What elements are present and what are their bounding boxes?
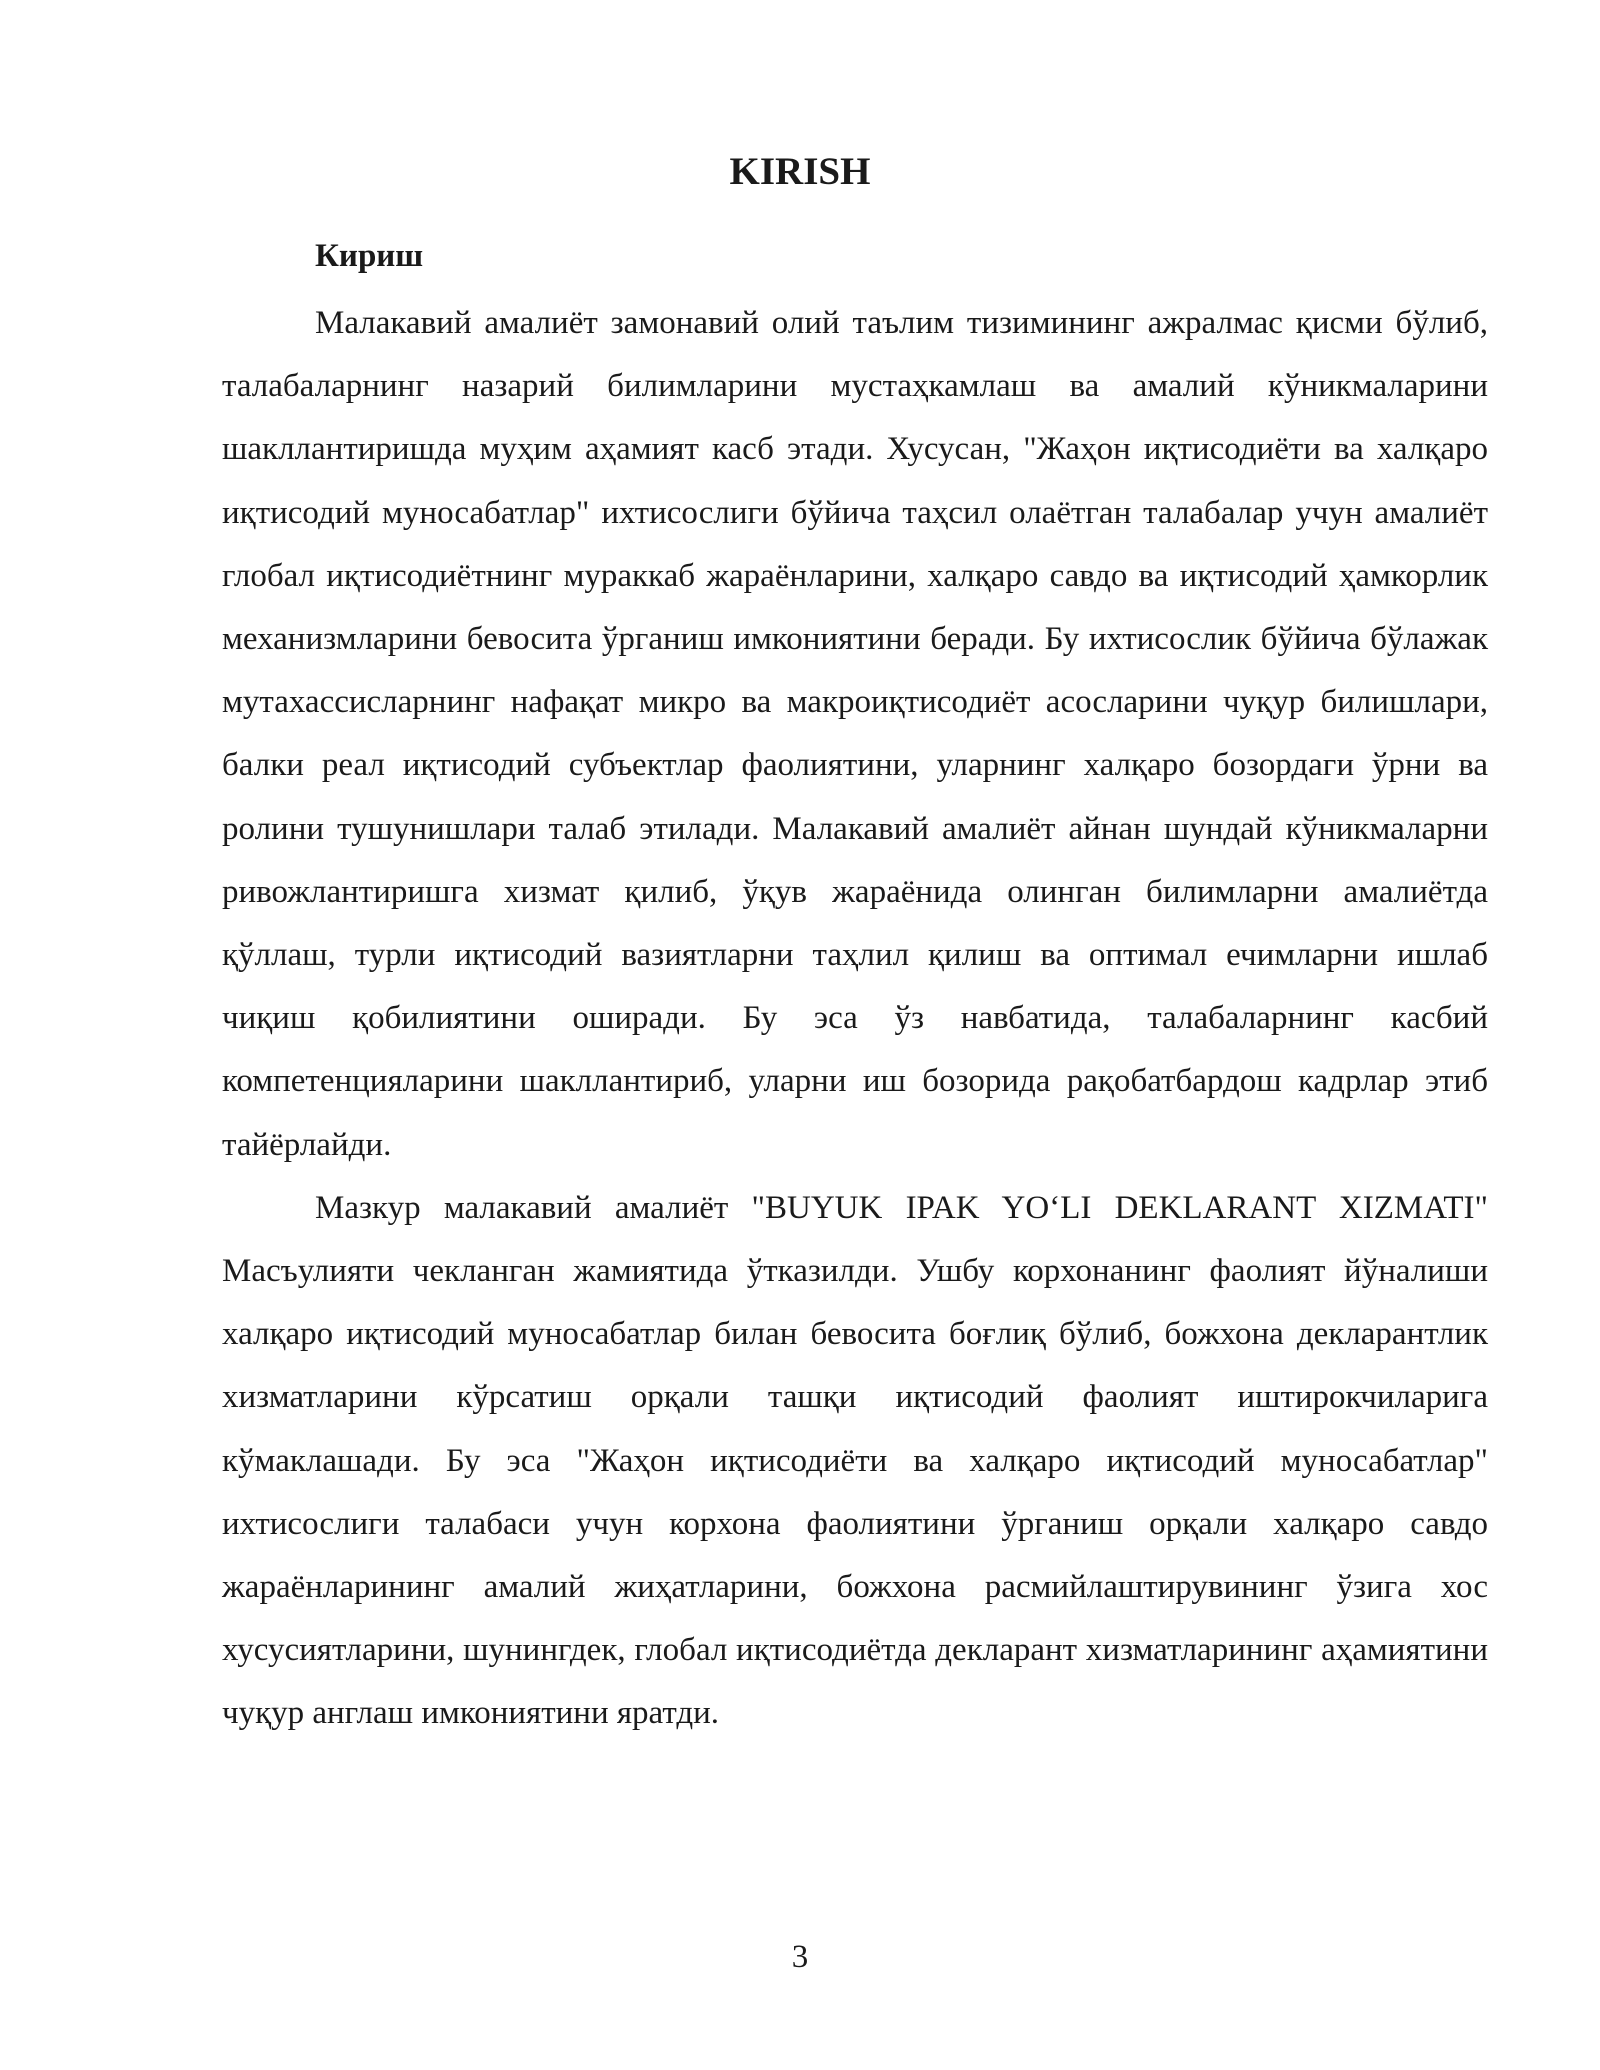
paragraph-1: Малакавий амалиёт замонавий олий таълим тизимининг ажралмас қисми бўлиб, талабаларнинг назарий билимларини мустаҳкамлаш ва амалий кўникмаларини шакллантиришда муҳим аҳамият касб этади. Хусусан, "Жаҳон иқтисодиёти ва халқаро иқтисодий муносабатлар" ихтисослиги бўйича таҳсил олаётган талабалар учун амалиёт глобал иқтисодиётнинг мураккаб жараёнларини, халқаро савдо ва иқтисодий ҳамкорлик механизмларини бевосита ўрганиш имкониятини беради. Бу ихтисослик бўйича бўлажак мутахассисларнинг нафақат микро ва макроиқтисодиёт асосларини чуқур билишлари, балки реал иқтисодий субъектлар фаолиятини, уларнинг халқаро бозордаги ўрни ва ролини тушунишлари талаб этилади. Малакавий амалиёт айнан шундай кўникмаларни ривожлантиришга хизмат қилиб, ўқув жараёнида олинган билимларни амалиётда қўллаш, турли иқтисодий вазиятларни таҳлил қилиш ва оптимал ечимларни ишлаб чиқиш қобилиятини оширади. Бу эса ўз навбатида, талабаларнинг касбий компетенцияларини шакллантириб, уларни иш бозорида рақобатбардош кадрлар этиб тайёрлайди. [222,305,1488,1163]
page-title: KIRISH [729,150,871,193]
section-heading: Кириш [315,238,424,274]
page-number: 3 [791,1939,809,1975]
body-text [222,292,1488,1746]
paragraph-2: Мазкур малакавий амалиёт "BUYUK IPAK YOʻLI DEKLARANT XIZMATI" Масъулияти чекланган жамиятида ўтказилди. Ушбу корхонанинг фаолият йўналиши халқаро иқтисодий муносабатлар билан бевосита боғлиқ бўлиб, божхона декларантлик хизматларини кўрсатиш орқали ташқи иқтисодий фаолият иштирокчиларига кўмаклашади. Бу эса "Жаҳон иқтисодиёти ва халқаро иқтисодий муносабатлар" ихтисослиги талабаси учун корхона фаолиятини ўрганиш орқали халқаро савдо жараёнларининг амалий жиҳатларини, божхона расмийлаштирувининг ўзига хос хусусиятларини, шунингдек, глобал иқтисодиётда декларант хизматларининг аҳамиятини чуқур англаш имкониятини яратди. [222,1189,1488,1732]
